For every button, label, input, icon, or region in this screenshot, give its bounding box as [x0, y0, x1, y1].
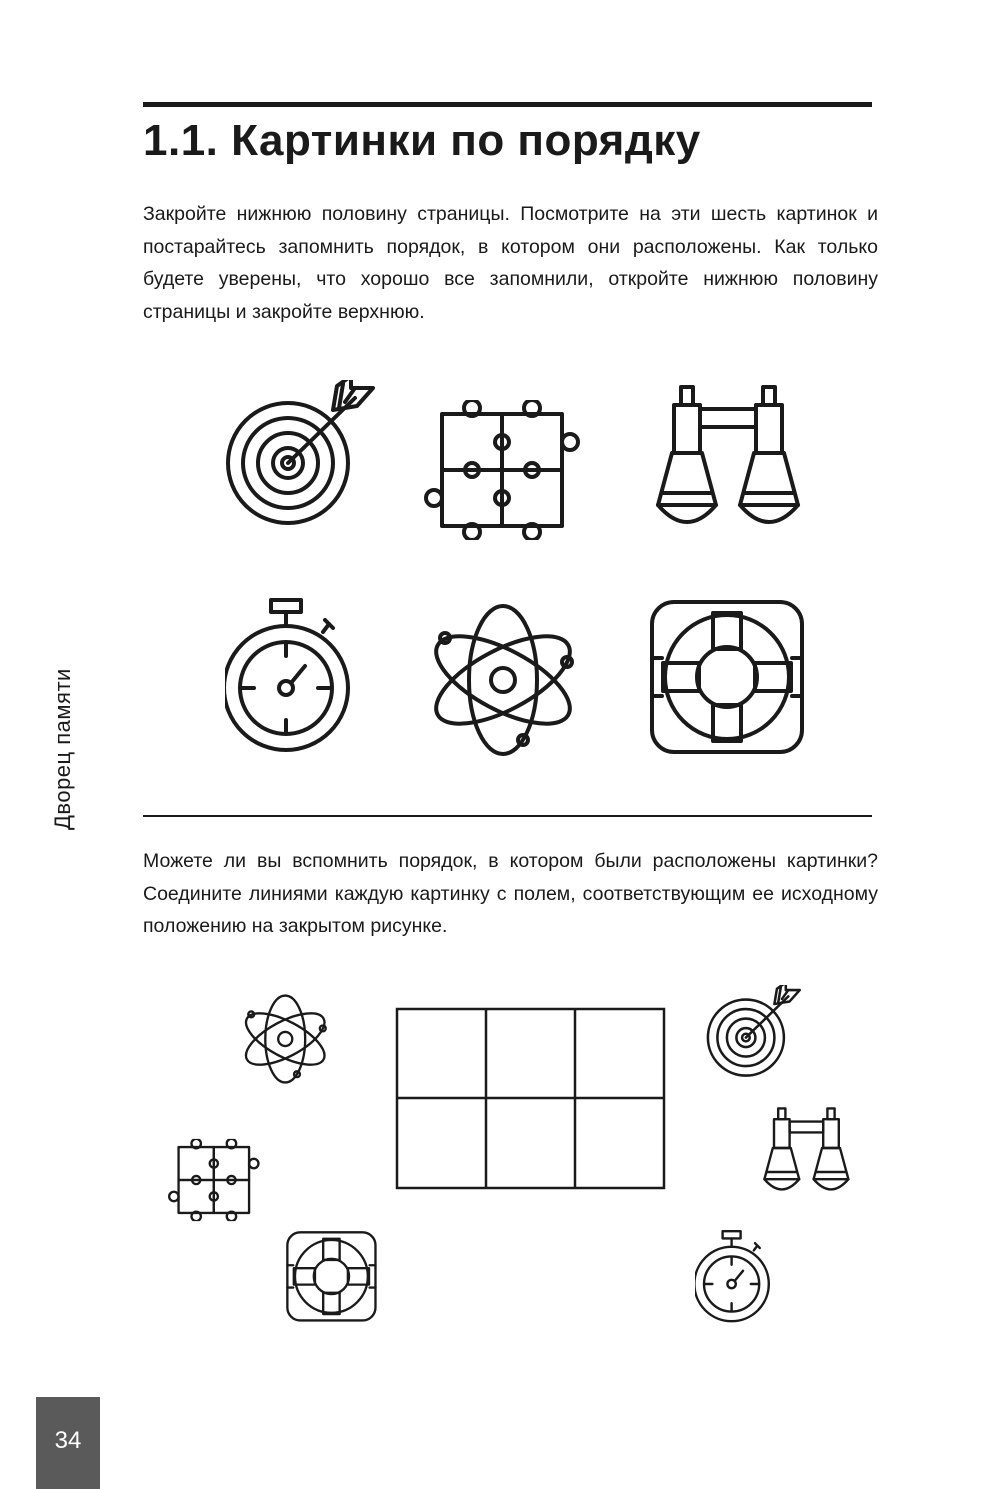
target-icon	[225, 380, 375, 530]
target-icon	[706, 985, 801, 1080]
page-number: 34	[54, 1427, 82, 1454]
puzzle-icon	[168, 1138, 262, 1222]
binoculars-icon	[654, 383, 804, 543]
instructions-memorize: Закройте нижнюю половину страницы. Посмотрите на эти шесть картинок и постарайтесь запомнить порядок, в котором они расположены. Как только будете уверены, что хорошо все запомнили, откройте нижнюю половину страницы и закройте верхнюю.	[143, 203, 878, 323]
instructions-recall: Можете ли вы вспомнить порядок, в котором были расположены картинки? Соедините линиями каждую картинку с полем, соответствующим ее исходному положению на закрытом рисунке.	[143, 850, 878, 937]
section-divider	[143, 815, 872, 817]
stopwatch-icon	[695, 1230, 773, 1326]
running-header: Дворец памяти	[50, 668, 75, 830]
page-number-box	[36, 1397, 100, 1489]
heading-rule	[143, 102, 872, 107]
page-title: 1.1. Картинки по порядку	[143, 116, 701, 165]
lifebuoy-icon	[648, 598, 808, 758]
atom-icon	[243, 992, 331, 1086]
lifebuoy-icon	[285, 1230, 379, 1324]
stopwatch-icon	[225, 598, 355, 758]
atom-icon	[431, 600, 581, 760]
puzzle-icon	[424, 400, 584, 540]
binoculars-icon	[762, 1106, 852, 1202]
answer-grid	[396, 1008, 665, 1189]
